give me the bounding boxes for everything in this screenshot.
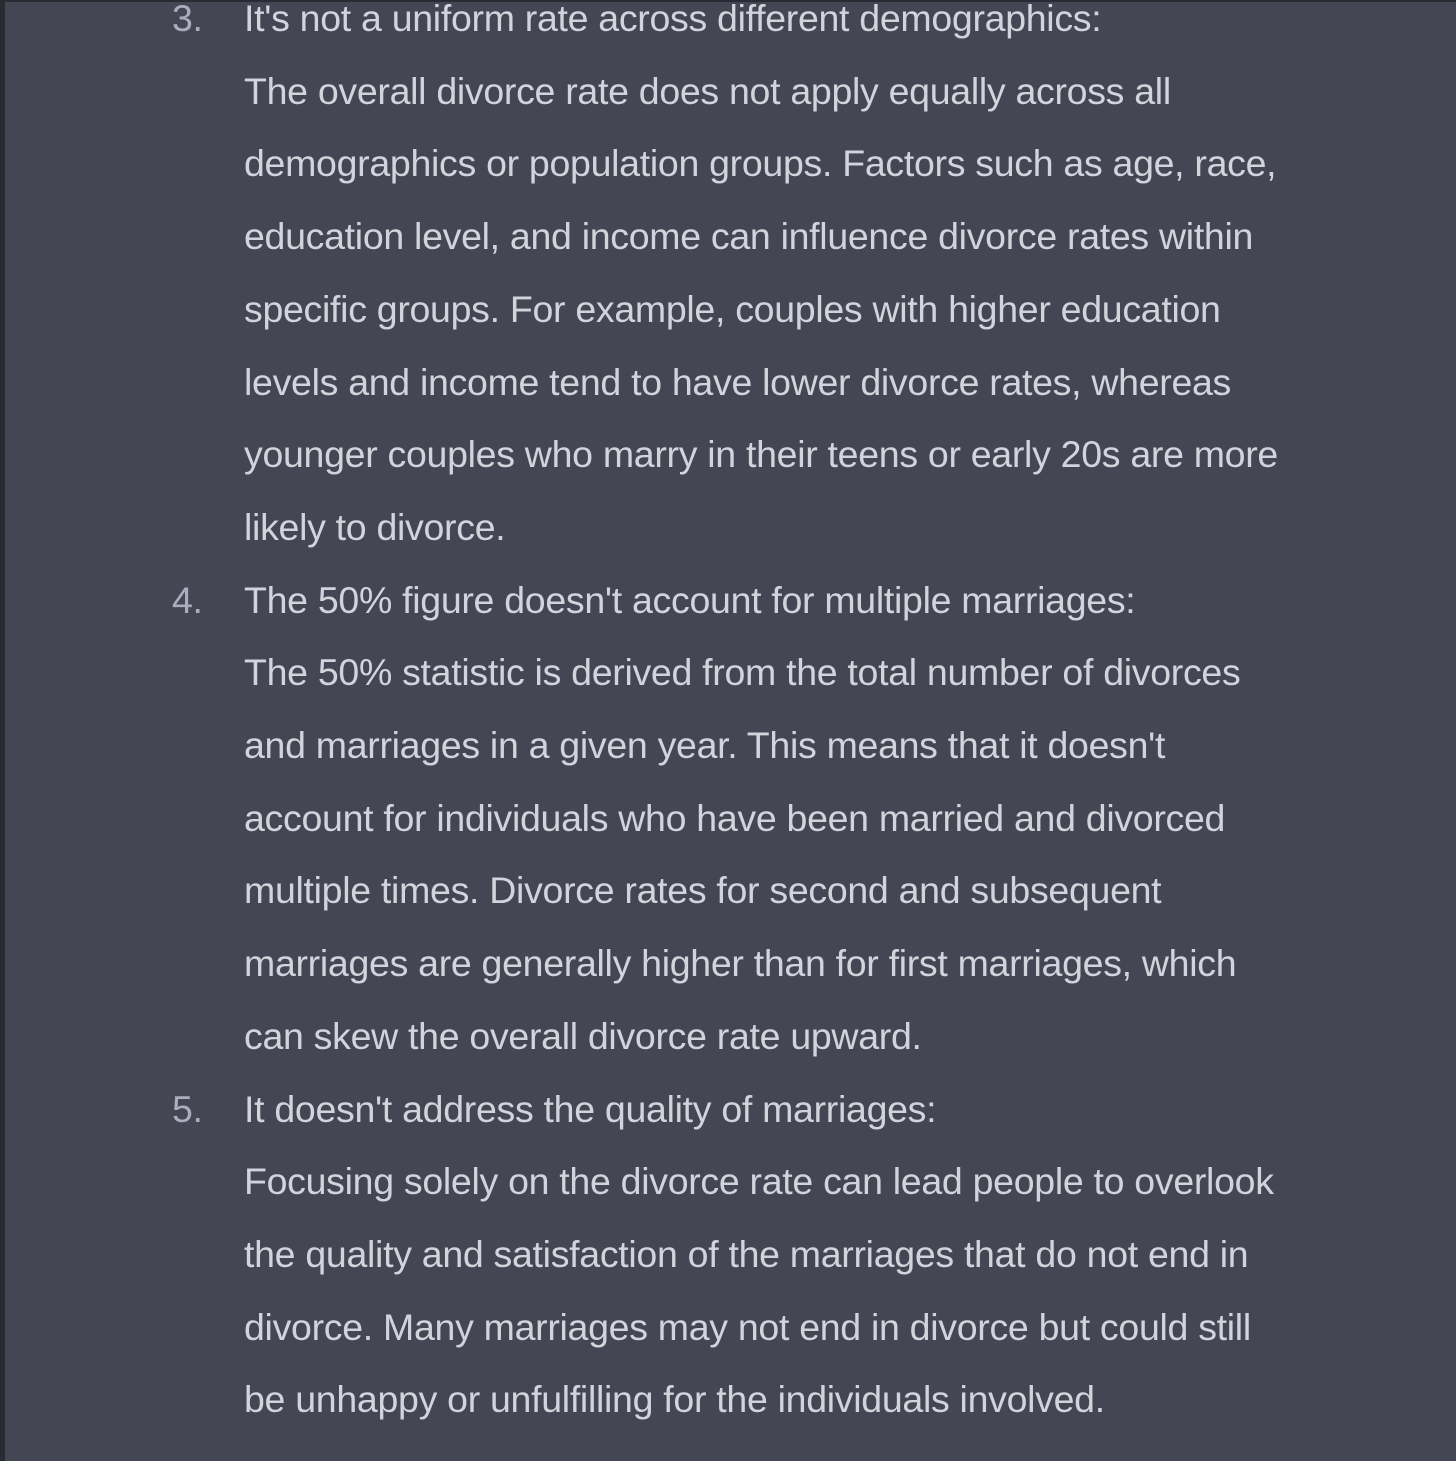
list-item-text: It's not a uniform rate across different demographics: The overall divorce rate does not apply equally across all demographics or population groups. Factors such as age, race, education level, and income can influence divorce rates within specific groups. For example, couples with higher education levels and income tend to have lower divorce rates, whereas younger couples who marry in their teens or early 20s are more likely to divorce. (244, 0, 1278, 548)
list-item (0, 564, 1456, 1073)
list-item-text: The 50% figure doesn't account for multiple marriages: The 50% statistic is derived from the total number of divorces and marriages in a given year. This means that it doesn't account for individuals who have been married and divorced multiple times. Divorce rates for second and subsequent marriages are generally higher than for first marriages, which can skew the overall divorce rate upward. (244, 578, 1241, 1057)
list-item-text: It doesn't address the quality of marriages: Focusing solely on the divorce rate can lead people to overlook the quality and satisfaction of the marriages that do not end in divorce. Many marriages may not end in divorce but could still be unhappy or unfulfilling for the individuals involved. (244, 1087, 1274, 1421)
list-item (0, 1073, 1456, 1437)
list-item (0, 0, 1456, 564)
list-item-number: 3. (172, 0, 203, 39)
list-item-number: 4. (172, 578, 203, 621)
list-item-number: 5. (172, 1087, 203, 1130)
